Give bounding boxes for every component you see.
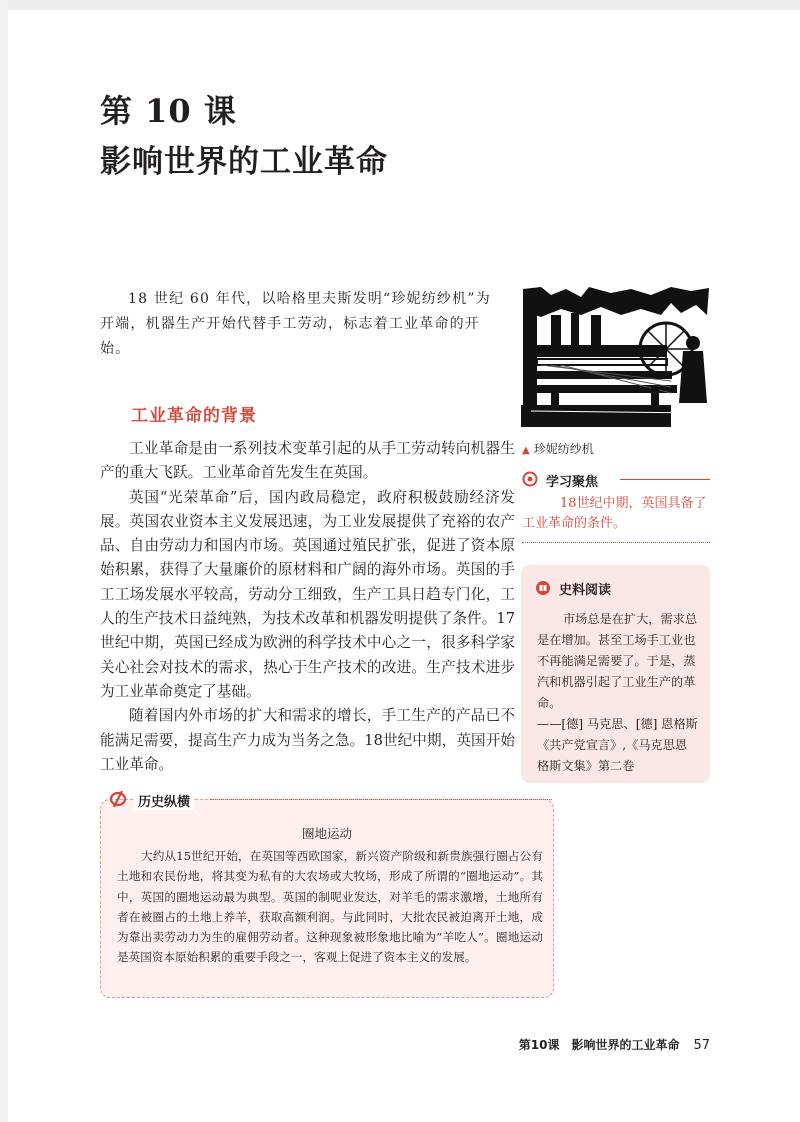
- history-divider: [210, 799, 552, 800]
- focus-bottom-divider: [522, 542, 710, 543]
- learning-focus-label: 学习聚焦: [546, 475, 599, 490]
- history-icon: [108, 790, 128, 812]
- page-footer: [0, 1036, 710, 1053]
- body-paragraph: 随着国内外市场的扩大和需求的增长，手工生产的产品已不能满足需要，提高生产力成为当务之急。18世纪中期，英国开始工业革命。: [100, 707, 515, 773]
- running-title: 第10课 影响世界的工业革命: [518, 1038, 680, 1052]
- focus-statement: 18世纪中期，英国具备了工业革命的条件。: [522, 496, 707, 531]
- source-quote: 市场总是在扩大，需求总是在增加。甚至工场手工业也不再能满足需要了。于是，蒸汽和机器引起了工业生产的革命。: [537, 612, 698, 710]
- source-attribution: ——[德] 马克思、[德] 恩格斯《共产党宣言》,《马克思恩格斯文集》第二卷: [537, 717, 698, 773]
- focus-divider: [620, 479, 710, 480]
- history-text: [117, 846, 543, 968]
- section-heading: 工业革命的背景: [131, 406, 257, 426]
- lesson-number: 第 10 课: [100, 92, 237, 130]
- body-paragraph: 英国“光荣革命”后，国内政局稳定，政府积极鼓励经济发展。英国农业资本主义发展迅速，为工业发展提供了充裕的农产品、自由劳动力和国内市场。英国通过殖民扩张，促进了资本原始积累，获得了大量廉价的原材料和广阔的海外市场。英国的手工工场发展水平较高，劳动分工细致，生产工具日趋专门化，工人的生产技术日益纯熟，为技术改革和机器发明提供了条件。17世纪中期，英国已经成为欧洲的科学技术中心之一，很多科学家关心社会对技术的需求，热心于生产技术的改进。生产技术进步为工业革命奠定了基础。: [100, 488, 515, 700]
- source-reading-box: [521, 565, 710, 783]
- spinning-jenny-image: [521, 285, 711, 427]
- target-icon: [522, 471, 538, 491]
- source-reading-text: [537, 609, 699, 777]
- photo-caption-text: 珍妮纺纱机: [533, 442, 594, 456]
- body-paragraph: 工业革命是由一系列技术变革引起的从手工劳动转向机器生产的重大飞跃。工业革命首先发生在英国。: [100, 440, 515, 482]
- history-box: [100, 799, 554, 998]
- history-header: [108, 788, 554, 812]
- caption-triangle-icon: ▲: [522, 445, 530, 456]
- spinning-jenny-illustration: [521, 285, 711, 427]
- page-top-edge: [0, 0, 800, 10]
- history-label: 历史纵横: [134, 791, 194, 810]
- source-reading-label: 史料阅读: [559, 583, 612, 598]
- book-icon: [535, 580, 551, 600]
- intro-text: 18 世纪 60 年代，以哈格里夫斯发明“珍妮纺纱机”为开端，机器生产开始代替手工劳动，标志着工业革命的开始。: [100, 291, 491, 357]
- history-paragraph: 大约从15世纪开始，在英国等西欧国家，新兴资产阶级和新贵族强行圈占公有土地和农民份地，将其变为私有的大农场或大牧场，形成了所谓的“圈地运动”。其中，英国的圈地运动最为典型。英国的制呢业发达，对羊毛的需求激增，土地所有者在被圈占的土地上养羊，获取高额利润。与此同时，大批农民被迫离开土地，成为靠出卖劳动力为生的雇佣劳动者。这种现象被形象地比喻为“羊吃人”。圈地运动是英国资本原始积累的重要手段之一，客观上促进了资本主义的发展。: [117, 849, 543, 965]
- learning-focus-text: [522, 494, 708, 534]
- section-body: [100, 437, 515, 777]
- photo-caption: [522, 440, 594, 457]
- history-subtitle: 圈地运动: [301, 826, 352, 841]
- lesson-title: 影响世界的工业革命: [100, 144, 388, 180]
- lesson-intro: [100, 287, 500, 362]
- page-left-edge: [0, 0, 8, 1122]
- learning-focus-header: [522, 470, 710, 490]
- page-number: 57: [693, 1038, 710, 1053]
